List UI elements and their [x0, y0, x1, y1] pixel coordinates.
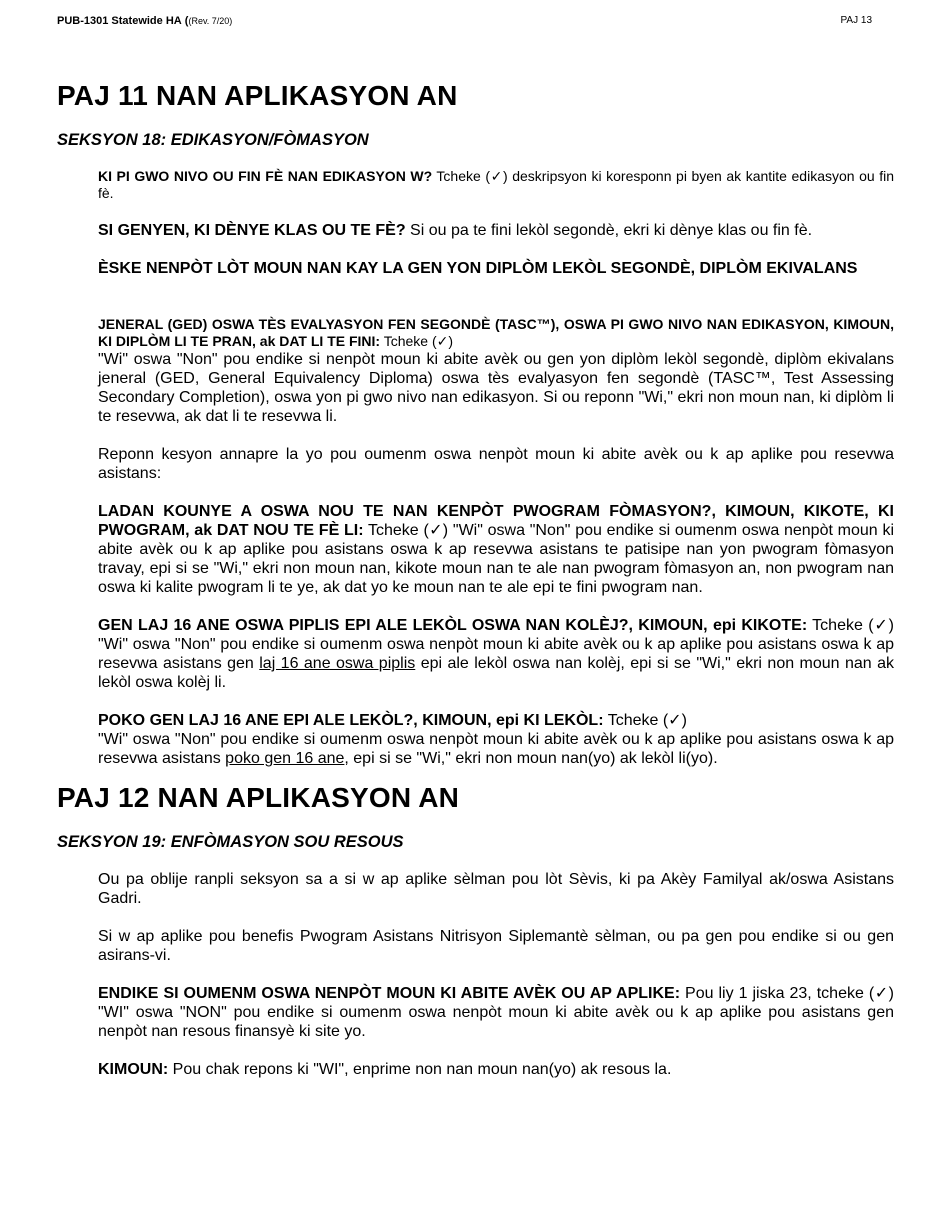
household-diploma-heading: ÈSKE NENPÒT LÒT MOUN NAN KAY LA GEN YON DIPLÒM LEKÒL SEGONDÈ, DIPLÒM EKIVALANS [98, 260, 858, 277]
last-grade-paragraph: SI GENYEN, KI DÈNYE KLAS OU TE FÈ? Si ou pa te fini lekòl segondè, ekri ki dènye klas ou fin fè. [98, 222, 813, 239]
section18-heading: SEKSYON 18: EDIKASYON/FÒMASYON [57, 131, 369, 149]
ged-tasc-paragraph: "Wi" oswa "Non" pou endike si nenpòt moun ki abite avèk ou gen yon diplòm lekòl segondè, diplòm ekivalans jeneral (GED, General Equivalency Diploma) oswa tès evalyasyon fen segondè (TASC™, Test Assessing Secondary Completion), oswa yon pi gwo nivo nan edikasyon. Si ou reponn "Wi," ekri non moun nan, ki diplòm li te resevwa, ak dat li te resevwa li. [98, 351, 894, 425]
page12-title: PAJ 12 NAN APLIKASYON AN [57, 782, 460, 813]
snap-life-insurance-paragraph: Si w ap aplike pou benefis Pwogram Asistans Nitrisyon Siplemantè sèlman, ou pa gen pou endike si ou gen asirans-vi. [98, 928, 894, 964]
revision: (Rev. 7/20) [188, 16, 233, 26]
form-id: PUB-1301 Statewide HA ((Rev. 7/20) [57, 15, 233, 27]
who-paragraph: KIMOUN: Pou chak repons ki "WI", enprime non nan moun nan(yo) ak resous la. [98, 1061, 672, 1078]
under16-school-paragraph: "Wi" oswa "Non" pou endike si oumenm oswa nenpòt moun ki abite avèk ou k ap aplike pou asistans oswa k ap resevwa asistans poko gen 16 ane, epi si se "Wi," ekri non moun nan(yo) ak lekòl li(yo). [98, 731, 894, 767]
under16-school-heading: POKO GEN LAJ 16 ANE EPI ALE LEKÒL?, KIMOUN, epi KI LEKÒL: Tcheke (✓) [98, 712, 687, 729]
age16-school-paragraph: GEN LAJ 16 ANE OSWA PIPLIS EPI ALE LEKÒL OSWA NAN KOLÈJ?, KIMOUN, epi KIKOTE: Tcheke (✓) "Wi" oswa "Non" pou endike si oumenm oswa nenpòt moun ki abite avèk ou k ap aplike pou asistans oswa k ap resevwa asistans gen laj 16 ane oswa piplis epi ale lekòl oswa nan kolèj, epi si se "Wi," ekri non moun nan ak lekòl oswa kolèj li. [98, 617, 895, 691]
section19-heading: SEKSYON 19: ENFÒMASYON SOU RESOUS [57, 833, 404, 851]
answer-questions-paragraph: Reponn kesyon annapre la yo pou oumenm oswa nenpòt moun ki abite avèk ou k ap aplike pou resevwa asistans: [98, 446, 894, 482]
optional-section-paragraph: Ou pa oblije ranpli seksyon sa a si w ap aplike sèlman pou lòt Sèvis, ki pa Akèy Familyal ak/oswa Asistans Gadri. [98, 871, 894, 907]
education-level-paragraph: KI PI GWO NIVO OU FIN FÈ NAN EDIKASYON W? Tcheke (✓) deskripsyon ki koresponn pi byen ak kantite edikasyon ou fin fè. [98, 168, 895, 201]
indicate-resources-paragraph: ENDIKE SI OUMENM OSWA NENPÒT MOUN KI ABITE AVÈK OU AP APLIKE: Pou liy 1 jiska 23, tcheke (✓) "WI" oswa "NON" pou endike si oumenm oswa nenpòt moun ki abite avèk ou k ap aplike pou asistans gen nenpòt nan resous finansyè ki site yo. [98, 985, 895, 1040]
training-program-paragraph: LADAN KOUNYE A OSWA NOU TE NAN KENPÒT PWOGRAM FÒMASYON?, KIMOUN, KIKOTE, KI PWOGRAM, ak DAT NOU TE FÈ LI: Tcheke (✓) "Wi" oswa "Non" pou endike si oumenm oswa nenpòt moun ki abite avèk ou k ap aplike pou asistans oswa k ap resevwa asistans te patisipe nan yon pwogram fòmasyon travay, epi si se "Wi," ekri non moun nan, kikote moun nan te ale nan pwogram fòmasyon an, non pwogram nan oswa ki kalite pwogram li te ye, ak dat yo ke moun nan te ale epi te fini pwogram nan. [98, 503, 894, 596]
document-content [57, 78, 894, 1079]
page-number: PAJ 13 [840, 15, 872, 26]
section18-body [57, 168, 894, 768]
ged-tasc-heading: JENERAL (GED) OSWA TÈS EVALYASYON FEN SEGONDÈ (TASC™), OSWA PI GWO NIVO NAN EDIKASYON, KIMOUN, KI DIPLÒM LI TE PRAN, ak DAT LI TE FINI: Tcheke (✓) [98, 316, 894, 349]
section19-body [57, 870, 894, 1079]
page11-title: PAJ 11 NAN APLIKASYON AN [57, 80, 458, 111]
page-header [57, 15, 872, 29]
